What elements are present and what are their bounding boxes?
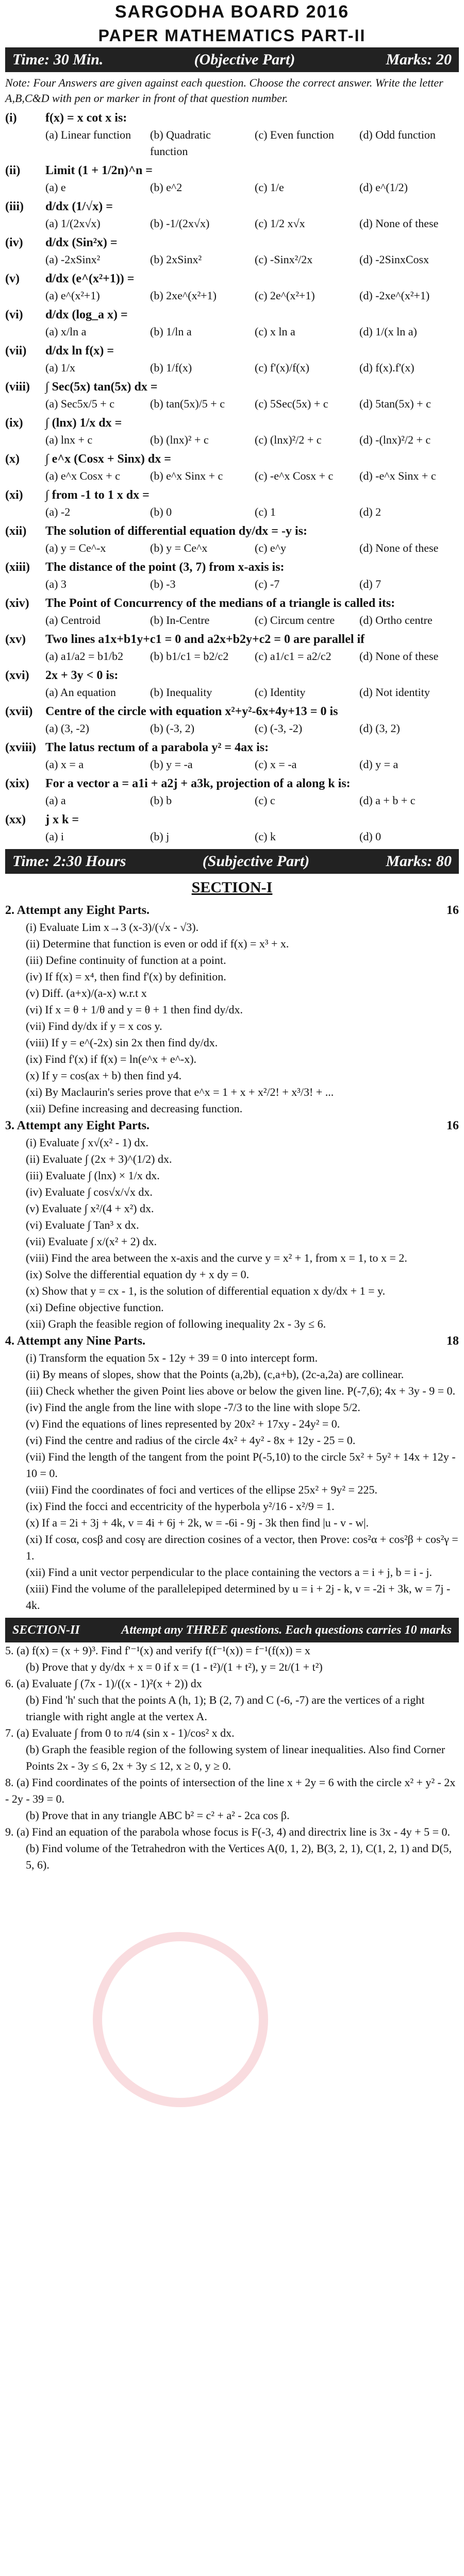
mcq-options xyxy=(5,251,459,268)
q2-marks: 16 xyxy=(446,904,459,917)
q2-part: (iv) If f(x) = x⁴, then find f'(x) by definition. xyxy=(26,970,226,983)
section-1-heading: SECTION-I xyxy=(191,879,273,896)
long-question-list xyxy=(5,1642,459,1873)
mcq-option: (b) 2xSinx² xyxy=(150,253,202,266)
mcq-option: (b) b1/c1 = b2/c2 xyxy=(150,650,229,663)
mcq-option: (a) 1/(2x√x) xyxy=(45,217,101,230)
mcq-item xyxy=(5,162,459,196)
mcq-option: (c) -Sinx²/2x xyxy=(255,253,313,266)
mcq-option: (c) (-3, -2) xyxy=(255,722,303,735)
q2-title-row xyxy=(5,902,459,919)
mcq-option: (d) None of these xyxy=(359,217,439,230)
mcq-option: (b) 1/ln a xyxy=(150,325,192,338)
mcq-option: (c) x ln a xyxy=(255,325,295,338)
mcq-option: (d) -e^x Sinx + c xyxy=(359,469,436,482)
q3-part: (xii) Graph the feasible region of following inequality 2x - 3y ≤ 6. xyxy=(26,1317,326,1330)
mcq-number: (x) xyxy=(5,452,20,466)
mcq-question xyxy=(5,198,459,215)
mcq-option: (d) 1/(x ln a) xyxy=(359,325,417,338)
mcq-option: (a) (3, -2) xyxy=(45,722,89,735)
q3-list xyxy=(5,1134,459,1332)
mcq-options xyxy=(5,287,459,304)
objective-marks: Marks: 20 xyxy=(386,51,452,68)
mcq-option: (d) 5tan(5x) + c xyxy=(359,397,431,410)
section-2-heading: SECTION-II xyxy=(12,1623,80,1637)
subjective-time: Time: 2:30 Hours xyxy=(12,853,126,870)
objective-time: Time: 30 Min. xyxy=(12,51,104,68)
q4-title-row xyxy=(5,1332,459,1350)
mcq-stem: Centre of the circle with equation x²+y²-6x+4y+13 = 0 is xyxy=(45,705,338,718)
mcq-stem: Limit (1 + 1/2n)^n = xyxy=(45,164,153,177)
mcq-question xyxy=(5,811,459,828)
mcq-list xyxy=(5,109,459,845)
mcq-stem: ∫ (lnx) 1/x dx = xyxy=(45,416,122,430)
q5-part: 5. (a) f(x) = (x + 9)³. Find f'⁻¹(x) and verify f(f⁻¹(x)) = f⁻¹(f(x)) = x xyxy=(5,1644,310,1657)
q4-part: (iv) Find the angle from the line with slope -7/3 to the line with slope 5/2. xyxy=(26,1401,360,1414)
mcq-option: (a) e^x Cosx + c xyxy=(45,469,120,482)
mcq-item xyxy=(5,703,459,737)
q4-list xyxy=(5,1350,459,1614)
q2-part: (x) If y = cos(ax + b) then find y4. xyxy=(26,1069,182,1082)
mcq-question xyxy=(5,306,459,324)
mcq-stem: The distance of the point (3, 7) from x-axis is: xyxy=(45,561,285,574)
mcq-number: (xvi) xyxy=(5,669,29,682)
q3-part: (x) Show that y = cx - 1, is the solution of differential equation x dy/dx + 1 = y. xyxy=(26,1284,386,1297)
mcq-number: (xiii) xyxy=(5,561,30,574)
mcq-option: (a) 3 xyxy=(45,578,67,590)
q4-part: (iii) Check whether the given Point lies above or below the given line. P(-7,6); 4x + 3y - 9 = 0. xyxy=(26,1384,456,1397)
q3-part: (viii) Find the area between the x-axis and the curve y = x² + 1, from x = 1, to x = 2. xyxy=(26,1251,407,1264)
mcq-number: (xx) xyxy=(5,813,26,826)
mcq-question xyxy=(5,775,459,792)
mcq-option: (a) An equation xyxy=(45,686,116,699)
mcq-option: (c) f'(x)/f(x) xyxy=(255,361,309,374)
mcq-stem: f(x) = x cot x is: xyxy=(45,111,127,125)
mcq-option: (c) Circum centre xyxy=(255,614,335,626)
mcq-option: (b) Inequality xyxy=(150,686,212,699)
mcq-options xyxy=(5,684,459,701)
mcq-number: (vii) xyxy=(5,344,27,358)
mcq-option: (b) y = Ce^x xyxy=(150,541,208,554)
q4-part: (xiii) Find the volume of the parallelepiped determined by u = i + 2j - k, v = -2i + 3k, w = 7j - 4k. xyxy=(26,1582,451,1612)
mcq-question xyxy=(5,486,459,504)
q7-part: 7. (a) Evaluate ∫ from 0 to π/4 (sin x - 1)/cos² x dx. xyxy=(5,1726,235,1739)
q3-part: (v) Evaluate ∫ x²/(4 + x²) dx. xyxy=(26,1202,154,1215)
q4-part: (x) If a = 2i + 3j + 4k, v = 4i + 6j + 2k, w = -6i - 9j - 3k then find |u - v - w|. xyxy=(26,1516,369,1529)
mcq-option: (a) Centroid xyxy=(45,614,101,626)
mcq-number: (xviii) xyxy=(5,741,36,754)
mcq-number: (xiv) xyxy=(5,597,29,610)
mcq-option: (b) j xyxy=(150,830,170,843)
mcq-item xyxy=(5,631,459,665)
mcq-options xyxy=(5,648,459,665)
mcq-option: (c) 1 xyxy=(255,505,276,518)
mcq-item xyxy=(5,739,459,773)
mcq-option: (a) lnx + c xyxy=(45,433,93,446)
mcq-item xyxy=(5,486,459,520)
mcq-options xyxy=(5,576,459,592)
paper-title: PAPER MATHEMATICS PART-II xyxy=(98,26,366,45)
mcq-number: (v) xyxy=(5,272,20,285)
mcq-stem: The latus rectum of a parabola y² = 4ax is: xyxy=(45,741,269,754)
q8-part: 8. (a) Find coordinates of the points of intersection of the line x + 2y = 6 with the circle x² + y² - 2x - 2y - 39 = 0. xyxy=(5,1776,456,1805)
mcq-number: (xv) xyxy=(5,633,26,646)
mcq-option: (a) a xyxy=(45,794,66,807)
mcq-option: (a) y = Ce^-x xyxy=(45,541,106,554)
q3-part: (vii) Evaluate ∫ x/(x² + 2) dx. xyxy=(26,1235,157,1248)
q3-part: (xi) Define objective function. xyxy=(26,1301,164,1314)
mcq-option: (b) b xyxy=(150,794,172,807)
mcq-number: (vi) xyxy=(5,308,23,321)
mcq-option: (c) x = -a xyxy=(255,758,297,771)
mcq-option: (a) e^(x²+1) xyxy=(45,289,100,302)
mcq-question xyxy=(5,595,459,612)
mcq-question xyxy=(5,270,459,287)
mcq-stem: ∫ Sec(5x) tan(5x) dx = xyxy=(45,380,158,394)
mcq-question xyxy=(5,522,459,540)
mcq-option: (a) x = a xyxy=(45,758,84,771)
section-2-band xyxy=(5,1618,459,1642)
mcq-item xyxy=(5,198,459,232)
mcq-option: (c) -7 xyxy=(255,578,280,590)
mcq-option: (d) y = a xyxy=(359,758,399,771)
mcq-stem: d/dx (e^(x²+1)) = xyxy=(45,272,135,285)
mcq-options xyxy=(5,396,459,412)
mcq-item xyxy=(5,811,459,845)
mcq-option: (d) Ortho centre xyxy=(359,614,433,626)
q4-part: (vii) Find the length of the tangent from the point P(-5,10) to the circle 5x² + 5y² + 14x + 12y - 10 = 0. xyxy=(26,1450,456,1480)
mcq-option: (c) e^y xyxy=(255,541,287,554)
mcq-stem: 2x + 3y < 0 is: xyxy=(45,669,119,682)
mcq-option: (b) y = -a xyxy=(150,758,193,771)
mcq-item xyxy=(5,558,459,592)
mcq-option: (a) a1/a2 = b1/b2 xyxy=(45,650,124,663)
mcq-question xyxy=(5,162,459,179)
mcq-option: (d) None of these xyxy=(359,541,439,554)
q2-part: (xii) Define increasing and decreasing function. xyxy=(26,1102,243,1115)
mcq-item xyxy=(5,595,459,629)
mcq-stem: The solution of differential equation dy/dx = -y is: xyxy=(45,524,307,538)
q4-part: (ix) Find the focci and eccentricity of the hyperbola y²/16 - x²/9 = 1. xyxy=(26,1500,335,1513)
mcq-option: (d) 0 xyxy=(359,830,382,843)
mcq-options xyxy=(5,792,459,809)
mcq-option: (c) 1/2 x√x xyxy=(255,217,305,230)
q3-part: (iv) Evaluate ∫ cos√x/√x dx. xyxy=(26,1185,153,1198)
q3-title: 3. Attempt any Eight Parts. xyxy=(5,1119,150,1132)
mcq-option: (a) i xyxy=(45,830,64,843)
mcq-question xyxy=(5,631,459,648)
mcq-options xyxy=(5,360,459,376)
q2-part: (ii) Determine that function is even or odd if f(x) = x³ + x. xyxy=(26,937,289,950)
mcq-option: (a) Linear function xyxy=(45,128,131,141)
mcq-item xyxy=(5,775,459,809)
q3-title-row xyxy=(5,1117,459,1134)
mcq-stem: For a vector a = a1i + a2j + a3k, projection of a along k is: xyxy=(45,777,351,790)
mcq-option: (a) x/ln a xyxy=(45,325,87,338)
mcq-option: (b) e^2 xyxy=(150,181,183,194)
mcq-options xyxy=(5,179,459,196)
mcq-option: (c) -e^x Cosx + c xyxy=(255,469,334,482)
mcq-option: (c) 2e^(x²+1) xyxy=(255,289,315,302)
q4-part: (viii) Find the coordinates of foci and vertices of the ellipse 25x² + 9y² = 225. xyxy=(26,1483,377,1496)
mcq-option: (a) 1/x xyxy=(45,361,76,374)
q2-part: (v) Diff. (a+x)/(a-x) w.r.t x xyxy=(26,987,147,999)
mcq-option: (b) 0 xyxy=(150,505,172,518)
mcq-options xyxy=(5,468,459,484)
mcq-item xyxy=(5,109,459,160)
mcq-number: (i) xyxy=(5,111,17,125)
mcq-options xyxy=(5,756,459,773)
mcq-options xyxy=(5,540,459,556)
mcq-stem: j x k = xyxy=(45,813,79,826)
mcq-option: (d) (3, 2) xyxy=(359,722,400,735)
mcq-item xyxy=(5,234,459,268)
mcq-number: (iii) xyxy=(5,200,24,213)
mcq-number: (xi) xyxy=(5,488,23,502)
objective-band xyxy=(5,47,459,72)
q5-part: (b) Prove that y dy/dx + x = 0 if x = (1 - t²)/(1 + t²), y = 2t/(1 + t²) xyxy=(26,1660,323,1673)
mcq-option: (d) -2xe^(x²+1) xyxy=(359,289,430,302)
q9-part: (b) Find volume of the Tetrahedron with the Vertices A(0, 1, 2), B(3, 2, 1), C(1, 2, 1) and D(5, 5, 6). xyxy=(26,1842,452,1871)
board-title: SARGODHA BOARD 2016 xyxy=(114,2,350,22)
q2-part: (vi) If x = θ + 1/θ and y = θ + 1 then find dy/dx. xyxy=(26,1003,243,1016)
q2-part: (i) Evaluate Lim x→3 (x-3)/(√x - √3). xyxy=(26,921,199,934)
watermark-seal-icon xyxy=(93,1932,268,2107)
mcq-option: (b) (lnx)² + c xyxy=(150,433,209,446)
subjective-part: (Subjective Part) xyxy=(202,853,310,870)
mcq-option: (d) 2 xyxy=(359,505,382,518)
q6-part: 6. (a) Evaluate ∫ (7x - 1)/((x - 1)²(x + 2)) dx xyxy=(5,1677,202,1690)
mcq-item xyxy=(5,306,459,340)
mcq-item xyxy=(5,270,459,304)
mcq-option: (a) -2xSinx² xyxy=(45,253,101,266)
q4-part: (vi) Find the centre and radius of the circle 4x² + 4y² - 8x + 12y - 25 = 0. xyxy=(26,1434,356,1447)
q8-part: (b) Prove that in any triangle ABC b² = c² + a² - 2ca cos β. xyxy=(26,1809,290,1822)
q4-part: (xii) Find a unit vector perpendicular to the place containing the vectors a = i + j, b = i - j. xyxy=(26,1566,433,1579)
mcq-question xyxy=(5,739,459,756)
mcq-question xyxy=(5,109,459,127)
mcq-options xyxy=(5,612,459,629)
q3-part: (i) Evaluate ∫ x√(x² - 1) dx. xyxy=(26,1136,148,1149)
mcq-options xyxy=(5,720,459,737)
mcq-question xyxy=(5,703,459,720)
mcq-option: (a) -2 xyxy=(45,505,71,518)
mcq-question xyxy=(5,378,459,396)
mcq-stem: d/dx ln f(x) = xyxy=(45,344,114,358)
mcq-options xyxy=(5,432,459,448)
mcq-question xyxy=(5,342,459,360)
mcq-option: (d) -2SinxCosx xyxy=(359,253,429,266)
mcq-item xyxy=(5,342,459,376)
q2-part: (ix) Find f'(x) if f(x) = ln(e^x + e^-x). xyxy=(26,1053,197,1065)
mcq-item xyxy=(5,378,459,412)
mcq-option: (b) 1/f(x) xyxy=(150,361,192,374)
q2-part: (iii) Define continuity of function at a point. xyxy=(26,954,226,967)
mcq-question xyxy=(5,558,459,576)
mcq-number: (ix) xyxy=(5,416,23,430)
mcq-stem: d/dx (log_a x) = xyxy=(45,308,128,321)
mcq-number: (viii) xyxy=(5,380,30,394)
mcq-options xyxy=(5,828,459,845)
mcq-question xyxy=(5,234,459,251)
q3-part: (ix) Solve the differential equation dy + x dy = 0. xyxy=(26,1268,250,1281)
mcq-stem: d/dx (Sin²x) = xyxy=(45,236,118,249)
mcq-option: (c) Even function xyxy=(255,128,334,141)
mcq-question xyxy=(5,450,459,468)
mcq-item xyxy=(5,667,459,701)
mcq-stem: Two lines a1x+b1y+c1 = 0 and a2x+b2y+c2 = 0 are parallel if xyxy=(45,633,365,646)
mcq-option: (d) Not identity xyxy=(359,686,430,699)
mcq-number: (ii) xyxy=(5,164,21,177)
q9-part: 9. (a) Find an equation of the parabola whose focus is F(-3, 4) and directrix line is 3x - 4y + 5 = 0. xyxy=(5,1825,451,1838)
subjective-marks: Marks: 80 xyxy=(386,853,452,870)
mcq-option: (d) Odd function xyxy=(359,128,436,141)
mcq-number: (xvii) xyxy=(5,705,33,718)
mcq-option: (d) 7 xyxy=(359,578,382,590)
mcq-stem: d/dx (1/√x) = xyxy=(45,200,113,213)
mcq-item xyxy=(5,450,459,484)
mcq-option: (c) k xyxy=(255,830,276,843)
mcq-option: (d) a + b + c xyxy=(359,794,416,807)
mcq-number: (xii) xyxy=(5,524,27,538)
q4-title: 4. Attempt any Nine Parts. xyxy=(5,1334,145,1348)
mcq-option: (b) (-3, 2) xyxy=(150,722,195,735)
mcq-option: (c) Identity xyxy=(255,686,306,699)
q4-part: (ii) By means of slopes, show that the Points (a,2b), (c,a+b), (2c-a,2a) are collinear. xyxy=(26,1368,404,1381)
q3-marks: 16 xyxy=(446,1119,459,1132)
mcq-number: (xix) xyxy=(5,777,29,790)
mcq-option: (b) In-Centre xyxy=(150,614,210,626)
mcq-item xyxy=(5,522,459,556)
mcq-question xyxy=(5,667,459,684)
q3-part: (vi) Evaluate ∫ Tan³ x dx. xyxy=(26,1218,139,1231)
mcq-option: (c) 5Sec(5x) + c xyxy=(255,397,328,410)
mcq-stem: ∫ e^x (Cosx + Sinx) dx = xyxy=(45,452,171,466)
mcq-option: (a) e xyxy=(45,181,66,194)
mcq-number: (iv) xyxy=(5,236,23,249)
objective-part: (Objective Part) xyxy=(194,51,295,68)
mcq-option: (b) Quadratic function xyxy=(150,128,211,158)
q2-list xyxy=(5,919,459,1117)
mcq-option: (b) -3 xyxy=(150,578,176,590)
q4-part: (i) Transform the equation 5x - 12y + 39 = 0 into intercept form. xyxy=(26,1351,318,1364)
mcq-option: (c) 1/e xyxy=(255,181,284,194)
mcq-option: (d) f(x).f'(x) xyxy=(359,361,415,374)
mcq-options xyxy=(5,127,459,160)
mcq-option: (d) -(lnx)²/2 + c xyxy=(359,433,431,446)
q4-part: (xi) If cosα, cosβ and cosγ are direction cosines of a vector, then Prove: cos²α + cos²β + cos²γ = 1. xyxy=(26,1533,458,1562)
q7-part: (b) Graph the feasible region of the following system of linear inequalities. Also find Corner Points 2x - 3y ≤ 6, 2x + 3y ≤ 12, x ≥ 0, y ≥ 0. xyxy=(26,1743,445,1772)
mcq-options xyxy=(5,504,459,520)
subjective-band xyxy=(5,849,459,874)
objective-note: Note: Four Answers are given against each question. Choose the correct answer. Write the letter A,B,C&D with pen or marker in front of that question number. xyxy=(5,76,443,105)
mcq-option: (c) a1/c1 = a2/c2 xyxy=(255,650,332,663)
mcq-option: (b) -1/(2x√x) xyxy=(150,217,210,230)
mcq-option: (d) e^(1/2) xyxy=(359,181,408,194)
mcq-option: (c) (lnx)²/2 + c xyxy=(255,433,322,446)
mcq-option: (c) c xyxy=(255,794,275,807)
mcq-option: (b) 2xe^(x²+1) xyxy=(150,289,217,302)
mcq-option: (a) Sec5x/5 + c xyxy=(45,397,114,410)
mcq-item xyxy=(5,414,459,448)
q6-part: (b) Find 'h' such that the points A (h, 1); B (2, 7) and C (-6, -7) are the vertices of a right triangle with right angle at the vertex A. xyxy=(26,1693,425,1723)
q4-part: (v) Find the equations of lines represented by 20x² + 17xy - 24y² = 0. xyxy=(26,1417,340,1430)
mcq-options xyxy=(5,215,459,232)
q3-part: (iii) Evaluate ∫ (lnx) × 1/x dx. xyxy=(26,1169,160,1182)
mcq-question xyxy=(5,414,459,432)
mcq-option: (b) e^x Sinx + c xyxy=(150,469,223,482)
q2-part: (vii) Find dy/dx if y = x cos y. xyxy=(26,1020,162,1032)
q2-part: (xi) By Maclaurin's series prove that e^x = 1 + x + x²/2! + x³/3! + ... xyxy=(26,1086,334,1098)
mcq-stem: The Point of Concurrency of the medians of a triangle is called its: xyxy=(45,597,395,610)
q2-title: 2. Attempt any Eight Parts. xyxy=(5,904,150,917)
section-2-note: Attempt any THREE questions. Each questions carries 10 marks xyxy=(121,1623,452,1637)
mcq-options xyxy=(5,324,459,340)
q3-part: (ii) Evaluate ∫ (2x + 3)^(1/2) dx. xyxy=(26,1153,172,1165)
mcq-option: (d) None of these xyxy=(359,650,439,663)
mcq-option: (b) tan(5x)/5 + c xyxy=(150,397,225,410)
q2-part: (viii) If y = e^(-2x) sin 2x then find dy/dx. xyxy=(26,1036,218,1049)
mcq-stem: ∫ from -1 to 1 x dx = xyxy=(45,488,150,502)
q4-marks: 18 xyxy=(446,1334,459,1348)
